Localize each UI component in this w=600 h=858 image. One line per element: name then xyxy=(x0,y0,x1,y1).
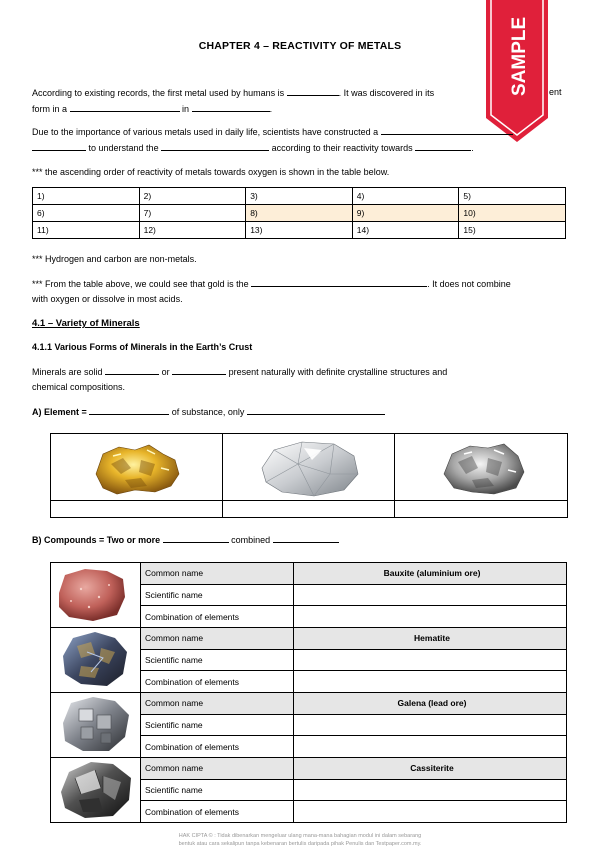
gold-nugget-icon xyxy=(51,434,222,500)
blank[interactable] xyxy=(163,534,229,543)
table-cell[interactable]: 13) xyxy=(246,222,353,239)
diamond-crystal-icon xyxy=(222,434,394,500)
text-substance-only: of substance, only xyxy=(171,407,245,417)
compound-image-cell xyxy=(51,628,141,693)
reactivity-table xyxy=(32,187,566,239)
answer-cell[interactable] xyxy=(294,584,567,606)
label-scientific-name: Scientific name xyxy=(141,779,294,801)
text-form-in: form in a xyxy=(32,104,68,114)
answer-cell[interactable] xyxy=(294,779,567,801)
text-compounds: B) Compounds = Two or more xyxy=(32,535,161,545)
table-row xyxy=(51,563,567,585)
blank[interactable] xyxy=(70,103,180,112)
table-cell[interactable]: 6) xyxy=(33,205,140,222)
text-gold: *** From the table above, we could see that gold is the xyxy=(32,279,249,289)
value-common-name: Hematite xyxy=(294,628,567,650)
element-image-cell xyxy=(222,434,395,500)
cassiterite-rock-icon xyxy=(51,758,141,820)
table-cell[interactable]: 11) xyxy=(33,222,140,239)
text-period: . xyxy=(471,143,474,153)
label-combination: Combination of elements xyxy=(141,736,294,758)
table-cell-highlighted[interactable]: 10) xyxy=(459,205,566,222)
label-common-name: Common name xyxy=(141,693,294,715)
label-common-name: Common name xyxy=(141,628,294,650)
text-first-metal: According to existing records, the first metal used by humans is xyxy=(32,88,285,98)
blank[interactable] xyxy=(32,142,86,151)
text-discovered: . It was discovered in its xyxy=(338,88,435,98)
text-reactivity-towards: according to their reactivity towards xyxy=(271,143,413,153)
ribbon-label: SAMPLE xyxy=(509,16,530,96)
table-row xyxy=(33,188,566,205)
answer-cell[interactable] xyxy=(294,671,567,693)
label-common-name: Common name xyxy=(141,758,294,780)
table-cell[interactable]: 4) xyxy=(352,188,459,205)
label-combination: Combination of elements xyxy=(141,671,294,693)
table-row xyxy=(33,222,566,239)
compound-image-cell xyxy=(51,563,141,628)
text-period: . xyxy=(269,104,273,114)
sample-ribbon xyxy=(486,0,548,142)
label-scientific-name: Scientific name xyxy=(141,649,294,671)
footer-line: bentuk atau cara sekalipun tanpa kebenaran bertulis daripada pihak Penulis dan Testpaper.com.my. xyxy=(178,841,422,847)
blank[interactable] xyxy=(89,406,169,415)
note-hydrogen-carbon: *** Hydrogen and carbon are non-metals. xyxy=(32,254,197,264)
table-cell[interactable]: 1) xyxy=(33,188,140,205)
answer-cell[interactable] xyxy=(294,606,567,628)
footer-line: HAK CIPTA © : Tidak dibenarkan mengeluar ulang mana-mana bahagian modul ini dalam sebarang xyxy=(178,833,422,839)
text-in: in xyxy=(182,104,190,114)
table-cell[interactable]: 12) xyxy=(139,222,246,239)
text-combined: combined xyxy=(231,535,271,545)
paragraph-gold xyxy=(32,278,511,289)
paragraph-element xyxy=(32,406,385,417)
text-crystalline: present naturally with definite crystalline structures and xyxy=(228,367,448,377)
value-common-name: Galena (lead ore) xyxy=(294,693,567,715)
element-label-cell[interactable] xyxy=(51,501,223,518)
table-cell[interactable]: 15) xyxy=(459,222,566,239)
paragraph-scientists xyxy=(32,126,513,137)
text-understand: to understand the xyxy=(88,143,159,153)
text-or: or xyxy=(161,367,170,377)
text-not-combine: . It does not combine xyxy=(427,279,511,289)
text-fragment: ent xyxy=(549,87,562,97)
table-cell[interactable]: 7) xyxy=(139,205,246,222)
value-common-name: Bauxite (aluminium ore) xyxy=(294,563,567,585)
label-combination: Combination of elements xyxy=(141,801,294,823)
table-cell[interactable]: 14) xyxy=(352,222,459,239)
answer-cell[interactable] xyxy=(294,714,567,736)
galena-rock-icon xyxy=(51,693,141,755)
table-cell[interactable]: 2) xyxy=(139,188,246,205)
text-scientists: Due to the importance of various metals used in daily life, scientists have constructed a xyxy=(32,127,379,137)
text-ascending-order: *** the ascending order of reactivity of metals towards oxygen is shown in the table below. xyxy=(32,167,390,177)
element-image-cell xyxy=(394,434,567,500)
element-label-row xyxy=(51,500,567,518)
table-cell[interactable]: 5) xyxy=(459,188,566,205)
paragraph-minerals xyxy=(32,366,447,377)
paragraph-first-metal xyxy=(32,87,434,98)
table-row xyxy=(51,693,567,715)
text-element: A) Element = xyxy=(32,407,87,417)
text-minerals: Minerals are solid xyxy=(32,367,103,377)
element-minerals-box xyxy=(50,433,568,518)
table-cell-highlighted[interactable]: 8) xyxy=(246,205,353,222)
copyright-footer xyxy=(0,832,600,848)
platinum-nugget-icon xyxy=(394,434,567,500)
label-scientific-name: Scientific name xyxy=(141,584,294,606)
paragraph-understand xyxy=(32,142,474,153)
page-title: CHAPTER 4 – REACTIVITY OF METALS xyxy=(198,40,402,52)
blank[interactable] xyxy=(105,366,159,375)
value-common-name: Cassiterite xyxy=(294,758,567,780)
hematite-rock-icon xyxy=(51,628,141,690)
table-cell[interactable]: 3) xyxy=(246,188,353,205)
table-cell-highlighted[interactable]: 9) xyxy=(352,205,459,222)
section-heading-4-1: 4.1 – Variety of Minerals xyxy=(32,318,140,329)
label-combination: Combination of elements xyxy=(141,606,294,628)
answer-cell[interactable] xyxy=(294,649,567,671)
compounds-table xyxy=(50,562,567,823)
element-label-cell[interactable] xyxy=(222,501,395,518)
compound-image-cell xyxy=(51,693,141,758)
blank[interactable] xyxy=(192,103,270,112)
blank[interactable] xyxy=(247,406,385,415)
paragraph-form-in xyxy=(32,103,272,114)
blank[interactable] xyxy=(415,142,471,151)
text-oxygen-acids: with oxygen or dissolve in most acids. xyxy=(32,294,183,304)
blank[interactable] xyxy=(381,126,513,135)
answer-cell[interactable] xyxy=(294,736,567,758)
label-common-name: Common name xyxy=(141,563,294,585)
element-label-cell[interactable] xyxy=(394,501,567,518)
answer-cell[interactable] xyxy=(294,801,567,823)
table-row xyxy=(51,628,567,650)
compound-image-cell xyxy=(51,758,141,823)
blank[interactable] xyxy=(172,366,226,375)
section-heading-4-1-1: 4.1.1 Various Forms of Minerals in the Earth’s Crust xyxy=(32,342,253,352)
text-chemical-compositions: chemical compositions. xyxy=(32,382,126,392)
table-row xyxy=(33,205,566,222)
element-image-cell xyxy=(51,434,223,500)
blank[interactable] xyxy=(251,278,427,287)
blank[interactable] xyxy=(287,87,339,96)
blank[interactable] xyxy=(161,142,269,151)
table-row xyxy=(51,758,567,780)
bauxite-rock-icon xyxy=(51,563,141,625)
blank[interactable] xyxy=(273,534,339,543)
paragraph-compounds xyxy=(32,534,339,545)
label-scientific-name: Scientific name xyxy=(141,714,294,736)
